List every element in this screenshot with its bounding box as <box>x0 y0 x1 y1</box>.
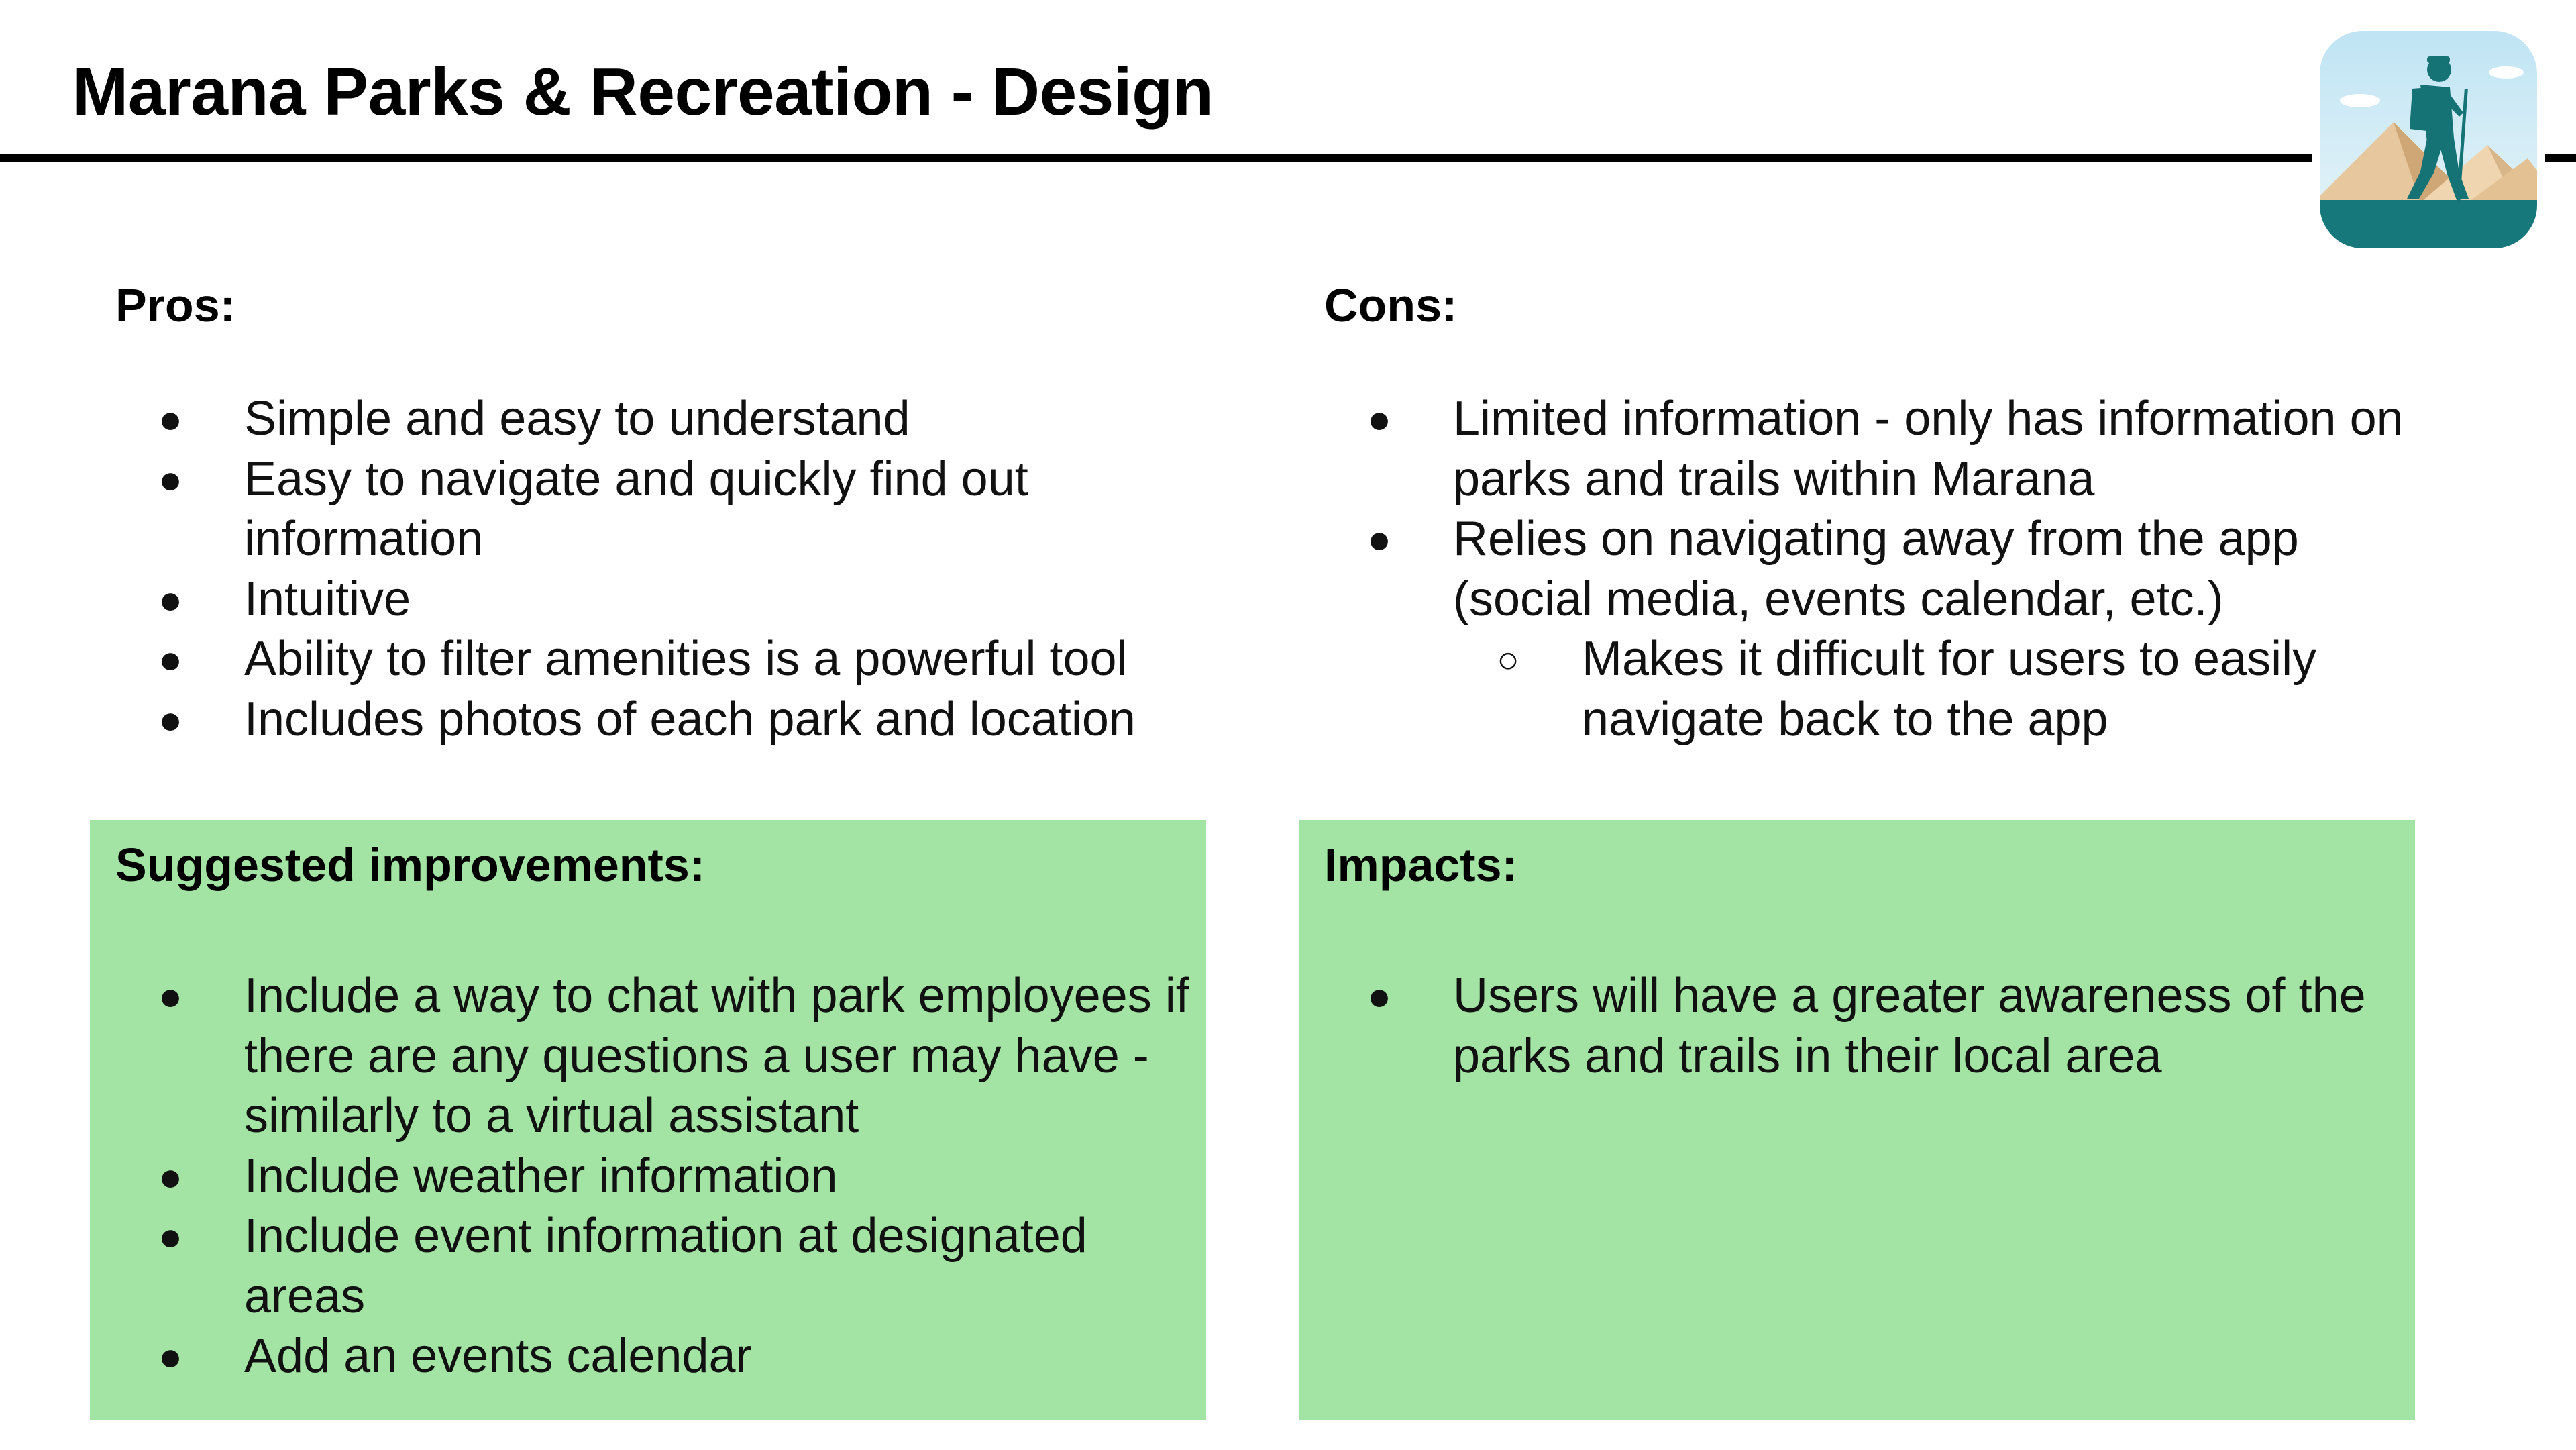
improvements-list <box>90 966 1206 1387</box>
list-item: ● Easy to navigate and quickly find out information <box>90 450 1206 570</box>
impacts-panel <box>1299 820 2415 1420</box>
pros-heading: Pros: <box>115 279 235 331</box>
impacts-heading: Impacts: <box>1324 839 1517 891</box>
improvements-heading: Suggested improvements: <box>115 839 706 891</box>
pros-panel <box>90 255 1206 778</box>
bullet-icon: ● <box>158 576 183 622</box>
bullet-icon: ● <box>158 1153 183 1199</box>
hollow-bullet-icon: ○ <box>1497 638 1519 680</box>
sub-list-item: ○ Makes it difficult for users to easily navigate back to the app <box>1299 629 2415 749</box>
list-item: ● Includes photos of each park and location <box>90 690 1206 750</box>
bullet-icon: ● <box>1366 397 1392 442</box>
bullet-icon: ● <box>1366 974 1392 1019</box>
bullet-icon: ● <box>158 1214 183 1259</box>
bullet-icon: ● <box>158 974 183 1019</box>
list-item: ● Include a way to chat with park employees if there are any questions a user may have - similarly to a virtual assistant <box>90 966 1206 1147</box>
list-item: ● Ability to filter amenities is a powerful tool <box>90 629 1206 690</box>
list-item: ● Simple and easy to understand <box>90 389 1206 450</box>
list-item: ● Include event information at designated areas <box>90 1206 1206 1327</box>
cons-panel <box>1299 255 2415 778</box>
cons-list <box>1299 389 2415 749</box>
bullet-icon: ● <box>158 456 183 502</box>
page-title: Marana Parks & Recreation - Design <box>72 54 1214 130</box>
bullet-icon: ● <box>158 637 183 682</box>
list-item: ● Intuitive <box>90 570 1206 630</box>
bullet-icon: ● <box>1366 517 1392 562</box>
bullet-icon: ● <box>158 696 183 742</box>
bullet-icon: ● <box>158 1334 183 1379</box>
list-item: ● Add an events calendar <box>90 1327 1206 1387</box>
hiker-app-icon <box>2320 31 2537 248</box>
list-item: ● Include weather information <box>90 1147 1206 1207</box>
cons-heading: Cons: <box>1324 279 1458 331</box>
suggested-improvements-panel <box>90 820 1206 1420</box>
pros-list <box>90 389 1206 749</box>
title-divider <box>0 154 2576 162</box>
bullet-icon: ● <box>158 397 183 442</box>
list-item: ● Users will have a greater awareness of the parks and trails in their local area <box>1299 966 2415 1086</box>
list-item: ● Limited information - only has information on parks and trails within Marana <box>1299 389 2415 509</box>
list-item: ● Relies on navigating away from the app (social media, events calendar, etc.) <box>1299 509 2415 629</box>
impacts-list <box>1299 966 2415 1086</box>
